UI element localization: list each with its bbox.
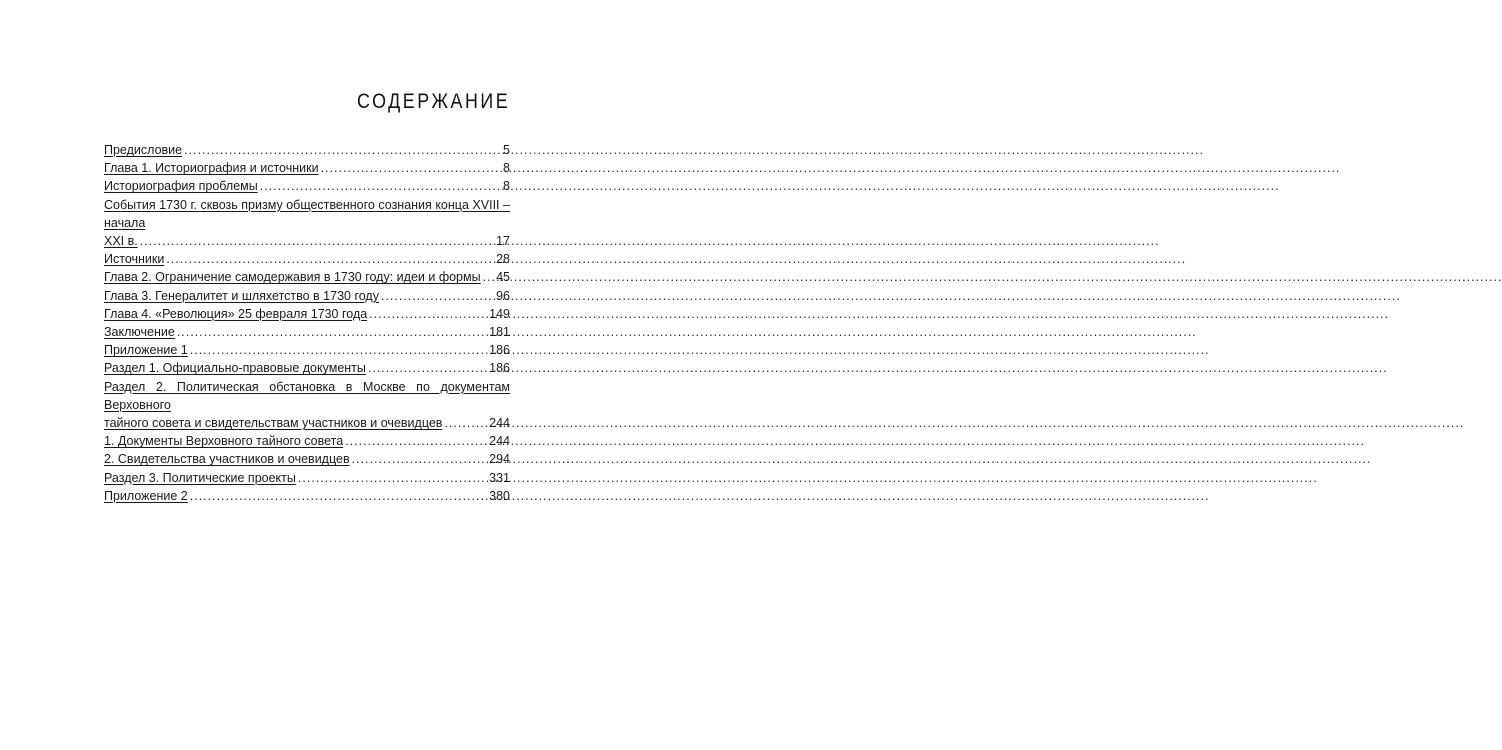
toc-entry-title: Заключение [104, 325, 175, 340]
toc-entry-page: 186 [489, 343, 510, 358]
toc-entry-section-2[interactable] [104, 378, 510, 433]
toc-entry-witness-testimony[interactable] [104, 450, 510, 468]
toc-entry-appendix-2[interactable] [104, 487, 510, 505]
toc-entry-title: Раздел 1. Официально-правовые документы [104, 361, 366, 376]
toc-entry-page: 181 [489, 325, 510, 340]
dot-leader [298, 469, 487, 487]
toc-entry-historiography[interactable] [104, 177, 510, 195]
toc-entry-title-line-1: События 1730 г. сквозь призму общественного сознания конца XVIII – начала [104, 197, 510, 230]
toc-entry-title-line-1: Раздел 2. Политическая обстановка в Москве по документам Верховного [104, 379, 510, 412]
toc-entry-title: Глава 1. Историография и источники [104, 161, 319, 176]
toc-entry-section-3[interactable] [104, 469, 510, 487]
table-of-contents [104, 141, 510, 505]
toc-entry-title: Источники [104, 252, 165, 267]
dot-leader [140, 232, 494, 250]
toc-entry-page: 244 [489, 434, 510, 449]
dot-leader [381, 287, 494, 305]
dot-leader [321, 159, 501, 177]
toc-entry-conclusion[interactable] [104, 323, 510, 341]
toc-entry-page: 186 [489, 361, 510, 376]
dot-leader [260, 177, 501, 195]
toc-entry-title: 2. Свидетельства участников и очевидцев [104, 452, 350, 467]
toc-entry-page: 45 [496, 270, 510, 285]
dot-leader [190, 341, 487, 359]
toc-entry-page: 244 [489, 416, 510, 431]
dot-leader [483, 268, 495, 286]
page-title: СОДЕРЖАНИЕ [356, 90, 510, 113]
toc-entry-page: 5 [503, 143, 510, 157]
dot-leader [184, 141, 501, 159]
dot-leader [166, 250, 494, 268]
dot-leader [368, 359, 487, 377]
toc-entry-events-1730[interactable] [104, 196, 510, 251]
toc-entry-page: 8 [503, 179, 510, 194]
toc-entry-page: 17 [496, 234, 510, 249]
toc-entry-chapter-4[interactable] [104, 305, 510, 323]
dot-leader [369, 305, 487, 323]
dot-leader [352, 450, 488, 468]
toc-entry-section-1[interactable] [104, 359, 510, 377]
toc-entry-preface[interactable] [104, 141, 510, 159]
toc-entry-chapter-1[interactable] [104, 159, 510, 177]
toc-entry-sources[interactable] [104, 250, 510, 268]
toc-entry-page: 294 [489, 452, 510, 467]
toc-entry-page: 8 [503, 161, 510, 176]
toc-entry-title: XXI в. [104, 234, 138, 249]
dot-leader [345, 432, 487, 450]
toc-entry-title: Глава 2. Ограничение самодержавия в 1730 году: идеи и формы [104, 270, 481, 285]
toc-entry-title: 1. Документы Верховного тайного совета [104, 434, 344, 449]
document-page [0, 0, 600, 750]
toc-entry-council-documents[interactable] [104, 432, 510, 450]
toc-entry-title: Раздел 3. Политические проекты [104, 470, 296, 485]
toc-entry-title: Приложение 1 [104, 343, 188, 358]
toc-entry-page: 380 [489, 488, 510, 503]
toc-entry-page: 149 [489, 306, 510, 321]
toc-entry-page: 28 [496, 252, 510, 267]
toc-entry-page: 331 [489, 470, 510, 485]
toc-entry-chapter-3[interactable] [104, 287, 510, 305]
dot-leader [177, 323, 487, 341]
toc-entry-title: тайного совета и свидетельствам участников и очевидцев [104, 416, 443, 431]
dot-leader [444, 414, 487, 432]
toc-entry-title: Глава 3. Генералитет и шляхетство в 1730 году [104, 288, 379, 303]
toc-entry-chapter-2[interactable] [104, 268, 510, 286]
toc-entry-title: Историография проблемы [104, 179, 258, 194]
toc-entry-page: 96 [496, 288, 510, 303]
toc-entry-title: Глава 4. «Революция» 25 февраля 1730 года [104, 306, 368, 321]
toc-entry-title: Предисловие [104, 143, 183, 157]
toc-entry-title: Приложение 2 [104, 488, 188, 503]
toc-entry-appendix-1[interactable] [104, 341, 510, 359]
dot-leader [190, 487, 487, 505]
